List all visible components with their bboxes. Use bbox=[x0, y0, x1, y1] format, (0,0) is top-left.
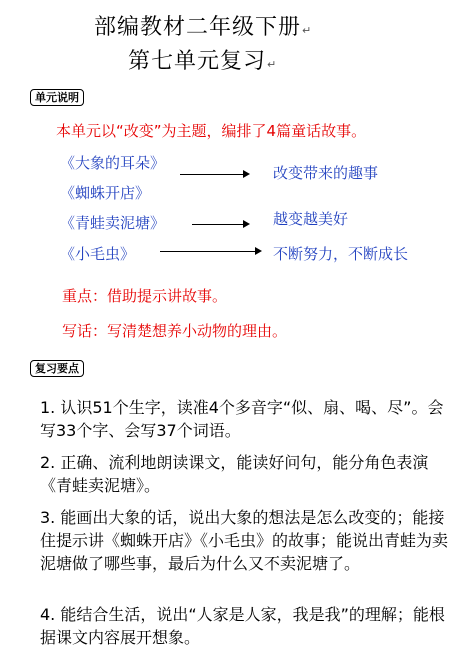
arrow-icon bbox=[180, 174, 248, 175]
story-theme-3: 越变越美好 bbox=[273, 210, 349, 228]
page-subtitle: 第七单元复习↵ bbox=[128, 49, 278, 74]
review-item-4: 4. 能结合生活，说出“人家是人家，我是我”的理解；能根据课文内容展开想象。 bbox=[40, 605, 445, 647]
arrow-icon bbox=[160, 251, 260, 252]
writing-point: 写话：写清楚想养小动物的理由。 bbox=[62, 322, 288, 340]
arrow-icon bbox=[192, 224, 248, 225]
story-title-3: 《青蛙卖泥塘》 bbox=[60, 214, 166, 232]
review-item-3: 3. 能画出大象的话，说出大象的想法是怎么改变的；能接住提示讲《蜘蛛开店》《小毛虫》的故事；能说出青蛙为卖泥塘做了哪些事，最后为什么又不卖泥塘了。 bbox=[40, 508, 449, 573]
story-title-4: 《小毛虫》 bbox=[60, 245, 136, 263]
review-item-2: 2. 正确、流利地朗读课文，能读好问句，能分角色表演《青蛙卖泥塘》。 bbox=[40, 453, 429, 495]
key-point: 重点：借助提示讲故事。 bbox=[62, 287, 228, 305]
story-title-2: 《蜘蛛开店》 bbox=[60, 184, 151, 202]
paragraph-mark-icon: ↵ bbox=[302, 24, 313, 37]
story-theme-4: 不断努力，不断成长 bbox=[273, 245, 409, 263]
review-item-1: 1. 认识51个生字，读准4个多音字“似、扇、喝、尽”。会写33个字、会写37个词语。 bbox=[40, 398, 444, 440]
unit-intro-tag: 单元说明 bbox=[30, 89, 84, 106]
story-title-1: 《大象的耳朵》 bbox=[60, 154, 166, 172]
unit-summary: 本单元以“改变”为主题，编排了4篇童话故事。 bbox=[56, 122, 367, 140]
page-title: 部编教材二年级下册↵ bbox=[94, 15, 313, 40]
review-tag: 复习要点 bbox=[30, 360, 84, 377]
paragraph-mark-icon: ↵ bbox=[267, 58, 278, 71]
story-theme-1: 改变带来的趣事 bbox=[273, 164, 379, 182]
